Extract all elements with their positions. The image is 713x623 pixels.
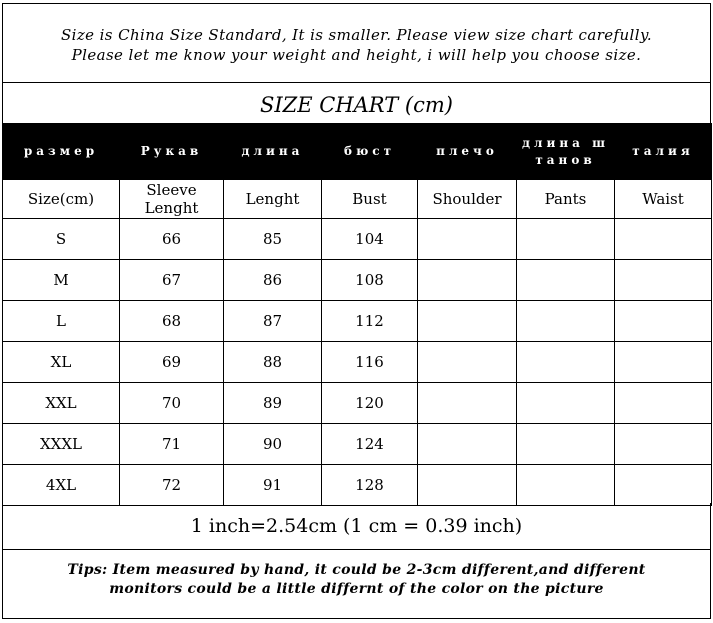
table-cell bbox=[517, 383, 615, 424]
table-cell: 124 bbox=[322, 424, 418, 465]
header-row-russian bbox=[3, 124, 712, 180]
table-cell bbox=[615, 342, 712, 383]
table-cell: 120 bbox=[322, 383, 418, 424]
table-cell bbox=[517, 424, 615, 465]
table-cell: 85 bbox=[224, 219, 322, 260]
table-row bbox=[3, 219, 712, 260]
table-cell: XL bbox=[3, 342, 120, 383]
table-cell: 112 bbox=[322, 301, 418, 342]
tips-note bbox=[3, 550, 710, 618]
table-cell: 66 bbox=[120, 219, 224, 260]
header-en-pants: Pants bbox=[517, 180, 615, 219]
header-en-size: Size(cm) bbox=[3, 180, 120, 219]
table-cell: 91 bbox=[224, 465, 322, 506]
table-cell bbox=[418, 424, 517, 465]
table-cell bbox=[418, 383, 517, 424]
header-en-sleeve: Sleeve Lenght bbox=[120, 180, 224, 219]
table-row bbox=[3, 301, 712, 342]
table-cell: 108 bbox=[322, 260, 418, 301]
header-en-bust: Bust bbox=[322, 180, 418, 219]
table-cell: 88 bbox=[224, 342, 322, 383]
table-cell bbox=[418, 465, 517, 506]
header-ru-bust: бюст bbox=[322, 124, 418, 180]
table-cell bbox=[517, 301, 615, 342]
header-ru-shoulder: плечо bbox=[418, 124, 517, 180]
bottom-section bbox=[2, 503, 711, 619]
table-cell: 86 bbox=[224, 260, 322, 301]
table-cell: L bbox=[3, 301, 120, 342]
table-cell bbox=[517, 465, 615, 506]
table-cell bbox=[418, 219, 517, 260]
tips-line-2: monitors could be a little differnt of the color on the picture bbox=[109, 581, 604, 597]
table-cell bbox=[418, 260, 517, 301]
table-cell: 87 bbox=[224, 301, 322, 342]
table-cell: 68 bbox=[120, 301, 224, 342]
table-cell: 89 bbox=[224, 383, 322, 424]
table-cell bbox=[517, 342, 615, 383]
header-ru-length: длина bbox=[224, 124, 322, 180]
header-ru-pants: длина ш танов bbox=[517, 124, 615, 180]
table-cell bbox=[615, 465, 712, 506]
table-cell: XXXL bbox=[3, 424, 120, 465]
conversion-note: 1 inch=2.54cm (1 cm = 0.39 inch) bbox=[3, 503, 710, 550]
header-row-english bbox=[3, 180, 712, 219]
table-cell: M bbox=[3, 260, 120, 301]
table-cell: 104 bbox=[322, 219, 418, 260]
table-cell bbox=[418, 301, 517, 342]
size-notice bbox=[2, 3, 711, 83]
header-ru-size: размер bbox=[3, 124, 120, 180]
table-cell: S bbox=[3, 219, 120, 260]
size-table bbox=[2, 123, 712, 506]
table-cell: 128 bbox=[322, 465, 418, 506]
size-rows bbox=[3, 219, 712, 506]
table-cell bbox=[615, 260, 712, 301]
table-cell: 71 bbox=[120, 424, 224, 465]
header-en-shoulder: Shoulder bbox=[418, 180, 517, 219]
header-ru-sleeve: Рукав bbox=[120, 124, 224, 180]
tips-line-1: Tips: Item measured by hand, it could be 2-3cm different,and different bbox=[67, 562, 646, 578]
chart-title: SIZE CHART (cm) bbox=[2, 83, 711, 123]
table-cell bbox=[517, 260, 615, 301]
header-en-waist: Waist bbox=[615, 180, 712, 219]
table-cell: 67 bbox=[120, 260, 224, 301]
table-cell bbox=[418, 342, 517, 383]
table-row bbox=[3, 465, 712, 506]
table-cell: 70 bbox=[120, 383, 224, 424]
table-cell bbox=[615, 424, 712, 465]
header-ru-waist: талия bbox=[615, 124, 712, 180]
table-cell bbox=[517, 219, 615, 260]
table-cell bbox=[615, 301, 712, 342]
table-cell: 90 bbox=[224, 424, 322, 465]
table-cell: XXL bbox=[3, 383, 120, 424]
notice-line-2: Please let me know your weight and height, i will help you choose size. bbox=[71, 46, 642, 64]
header-en-length: Lenght bbox=[224, 180, 322, 219]
table-cell bbox=[615, 383, 712, 424]
table-cell: 4XL bbox=[3, 465, 120, 506]
table-row bbox=[3, 342, 712, 383]
table-cell: 72 bbox=[120, 465, 224, 506]
table-cell: 116 bbox=[322, 342, 418, 383]
table-cell bbox=[615, 219, 712, 260]
table-row bbox=[3, 424, 712, 465]
notice-line-1: Size is China Size Standard, It is smaller. Please view size chart carefully. bbox=[60, 26, 653, 44]
table-row bbox=[3, 260, 712, 301]
table-row bbox=[3, 383, 712, 424]
table-cell: 69 bbox=[120, 342, 224, 383]
